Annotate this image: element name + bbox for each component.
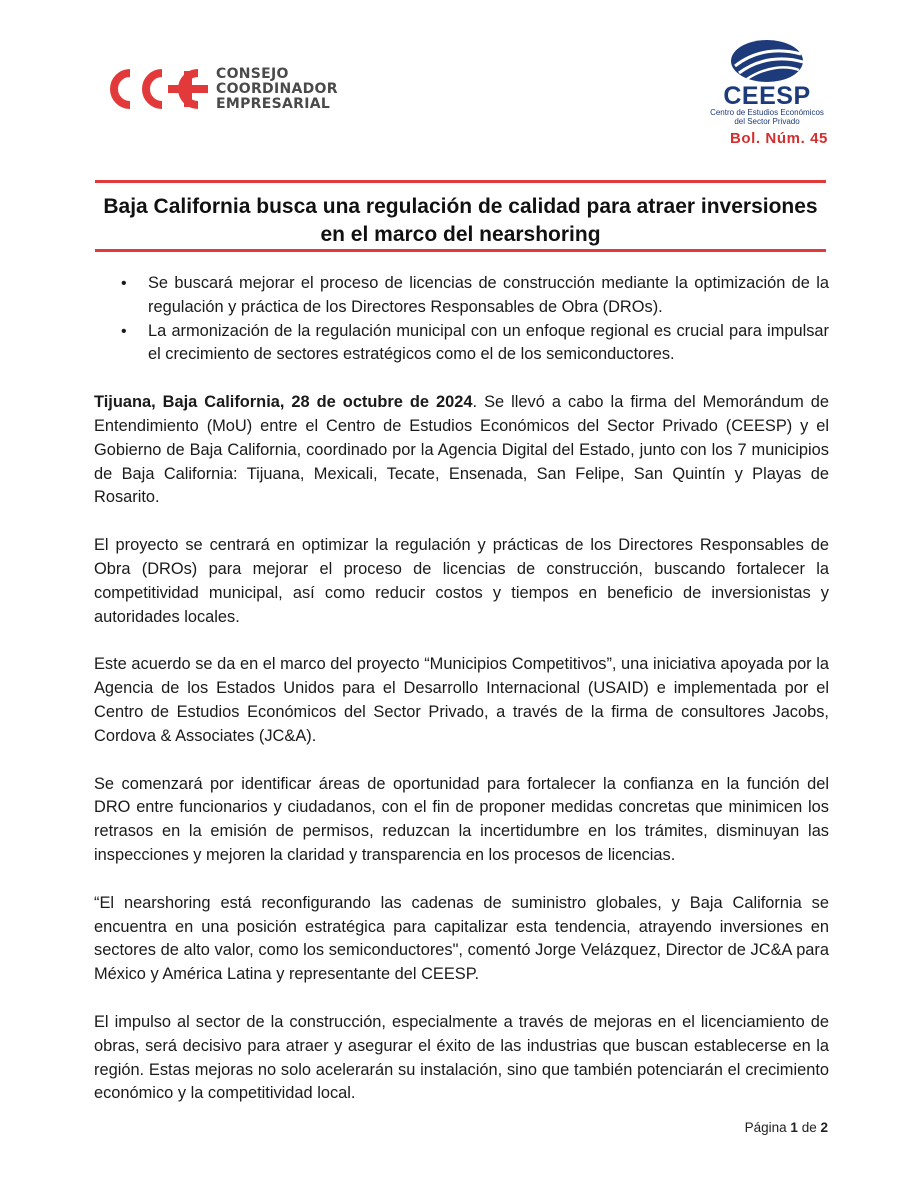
cce-logo-text	[216, 67, 338, 112]
paragraph: Se comenzará por identificar áreas de oportunidad para fortalecer la confianza en la función del DRO entre funcionarios y ciudadanos, con el fin de proponer medidas concretas que minimicen los retrasos en la emisión de permisos, reduzcan la incertidumbre en los trámites, disminuyan las inspecciones y mejoren la claridad y transparencia en los procesos de licencias.	[94, 774, 829, 864]
cce-logo	[100, 64, 338, 114]
ceesp-logo	[702, 38, 832, 126]
cce-logo-icon	[100, 65, 210, 113]
ceesp-name: CEESP	[723, 82, 811, 110]
page-title	[95, 193, 826, 249]
dateline: Tijuana, Baja California, 28 de octubre de 2024	[94, 393, 473, 412]
highlights-list	[94, 272, 829, 367]
highlight-item: • Se buscará mejorar el proceso de licencias de construcción mediante la optimización de la regulación y práctica de los Directores Responsables de Obra (DROs).	[94, 272, 829, 320]
cce-line-1: CONSEJO	[216, 65, 289, 82]
cce-line-3: EMPRESARIAL	[216, 95, 331, 112]
ceesp-subtitle-1: Centro de Estudios Económicos	[710, 108, 824, 117]
page-word: Página	[744, 1120, 787, 1135]
page-number	[745, 1120, 828, 1135]
intro-text: . Se llevó a cabo la firma del Memorándum de Entendimiento (MoU) entre el Centro de Estudios Económicos del Sector Privado (CEESP) y el Gobierno de Baja California, coordinado por la Agencia Digital del Estado, junto con los 7 municipios de Baja California: Tijuana, Mexicali, Tecate, Ensenada, San Felipe, San Quintín y Playas de Rosarito.	[94, 393, 829, 507]
highlight-item: • La armonización de la regulación municipal con un enfoque regional es crucial para impulsar el crecimiento de sectores estratégicos como el de los semiconductores.	[94, 320, 829, 368]
intro-paragraph	[94, 391, 829, 510]
ceesp-subtitle-2: del Sector Privado	[734, 117, 800, 126]
paragraph: El impulso al sector de la construcción, especialmente a través de mejoras en el licenciamiento de obras, será decisivo para atraer y asegurar el éxito de las industrias que buscan establecerse en la región. Estas mejoras no solo acelerarán su instalación, sino que también potenciarán el crecimiento económico y la competitividad local.	[94, 1012, 829, 1103]
title-rule-bottom	[95, 249, 826, 252]
bulletin-number: Bol. Núm. 45	[729, 130, 828, 147]
of-word: de	[801, 1120, 817, 1135]
current-page: 1	[790, 1120, 798, 1135]
article-body	[94, 272, 829, 1106]
ceesp-globe-icon	[727, 38, 807, 84]
quote-paragraph: “El nearshoring está reconfigurando las cadenas de suministro globales, y Baja California se encuentra en una posición estratégica para capitalizar esta tendencia, atrayendo inversiones en sectores de alto valor, como los semiconductores", comentó Jorge Velázquez, Director de JC&A para México y América Latina y representante del CEESP.	[94, 893, 829, 984]
title-rule-top	[95, 180, 826, 183]
paragraph: Este acuerdo se da en el marco del proyecto “Municipios Competitivos”, una iniciativa apoyada por la Agencia de los Estados Unidos para el Desarrollo Internacional (USAID) e implementada por el Centro de Estudios Económicos del Sector Privado, a través de la firma de consultores Jacobs, Cordova & Associates (JC&A).	[94, 655, 829, 745]
title-line-1: Baja California busca una regulación de calidad para atraer inversiones	[103, 195, 818, 218]
title-line-2: en el marco del nearshoring	[320, 223, 601, 246]
paragraph: El proyecto se centrará en optimizar la regulación y prácticas de los Directores Responsables de Obra (DROs) para mejorar el proceso de licencias de construcción, buscando fortalecer la competitividad municipal, así como reducir costos y tiempos en beneficio de inversionistas y autoridades locales.	[94, 536, 829, 626]
cce-line-2: COORDINADOR	[216, 80, 338, 97]
total-pages: 2	[820, 1120, 828, 1135]
